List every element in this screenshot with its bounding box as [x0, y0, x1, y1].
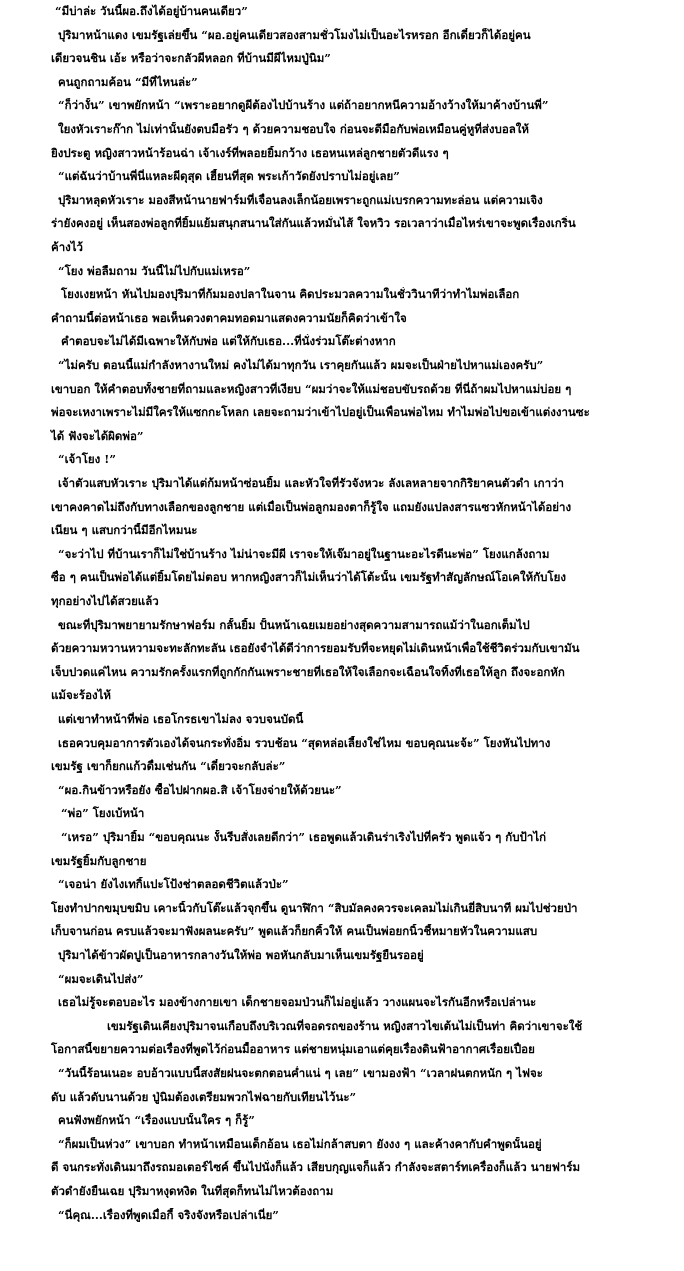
text-line: ด้วยความหวานหวามจะทะลักทะลัน เธอยังจำได้ดีว่าการยอมรับที่จะหยุดไม่เดินหน้าเพื่อใช้ชีวิตร่วมกับเขามัน [51, 641, 580, 656]
text-line: เธอไม่รู้จะตอบอะไร มองข้างกายเขา เด็กชายจอมป่วนก็ไม่อยู่แล้ว วางแผนจะไรกันอีกหรือเปล่านะ [58, 995, 537, 1010]
text-line: เจ้าตัวแสบหัวเราะ ปุริมาได้แต่ก้มหน้าซ่อนยิ้ม และหัวใจที่รัวจังหวะ ลังเลหลายจากกิริยาคนตัวดำ เกาว่า [58, 476, 564, 490]
text-line: “วันนี้ร้อนเนอะ อบอ้าวแบบนี้สงสัยฝนจะตกตอนค่ำแน่ ๆ เลย” เขามองฟ้า “เวลาฝนตกหนัก ๆ ไฟจะ [58, 1066, 543, 1080]
text-line: ตัวดำยังยืนเฉย ปุริมาหงุดหงิด ในที่สุดก็ทนไม่ไหวต้องถาม [51, 1184, 334, 1198]
text-line: เจ็บปวดแค่ไหน ความรักครั้งแรกที่ถูกกักกันเพราะชายที่เธอให้ใจเลือกจะเฉือนใจทิ้งที่เธอให้ลูก ถึงจะอกหัก [51, 664, 565, 679]
text-line: “ก็ผมเป็นห่วง” เขาบอก ทำหน้าเหมือนเด็กอ้อน เธอไม่กล้าสบตา ยังงง ๆ และค้างคากับคำพูดนั้นอยู่ [58, 1136, 542, 1151]
text-line: เดียวจนชิน เอ้ะ หรือว่าจะกลัวผีหลอก ที่บ้านมีผีไหมปู่นิม” [51, 51, 331, 66]
text-line: ซื่อ ๆ คนเป็นพ่อได้แต่ยิ้มโดยไม่ตอบ หากหญิงสาวก็ไม่เห็นว่าได้โต้ะนั้น เขมรัฐทำสัญลักษณ์โอเคให้กับโยง [51, 570, 566, 585]
text-line: ยิงประตู หญิงสาวหน้าร้อนฉ่า เจ้าเงร์ที่พลอยยิ้มกว้าง เธอหนเหล่ลูกชายตัวดีแรง ๆ [51, 145, 449, 160]
text-line: โยงทำปากขมุบขมิบ เคาะนิ้วกับโต๊ะแล้วจุกขึ้น ดูนาฬิกา “สิบมัลคงควรจะเคลมไม่เกินยี่สิบนาที ผมไปช่วยป่า [51, 900, 578, 915]
text-line: ดับ แล้วดับนานด้วย ปู่นิมต้องเตรียมพวกไฟฉายกับเทียนไว้นะ” [51, 1089, 357, 1104]
text-line: ได้ ฟังจะได้ผิดพ่อ” [51, 428, 144, 443]
text-line: คนฟังพยักหน้า “เรื่องแบบนั้นใคร ๆ ก็รู้” [58, 1113, 255, 1128]
text-line: พ่อจะเหงาเพราะไม่มีใครให้แซกกะโหลก เลยจะถามว่าเข้าไปอยู่เป็นเพื่อนพ่อไหม ทำไมพ่อไปขอเข้าแต่งงานซะ [51, 405, 590, 420]
text-line: “นี่คุณ...เรื่องที่พูดเมื่อกี้ จริงจังหรือเปล่าเนี่ย” [58, 1207, 279, 1222]
text-line: ขณะที่ปุริมาพยายามรักษาฟอร์ม กลั้นยิ้ม ปั้นหน้าเฉยเมยอย่างสุดความสามารถแม้ว่าในอกเต็มไป [58, 617, 530, 632]
text-line: “เจ้าโยง !” [58, 452, 116, 467]
text-line: เขมรัฐ เขาก็ยกแก้วดื่มเช่นกัน “เดี๋ยวจะกลับล่ะ” [51, 759, 286, 774]
text-line: “แต่ฉันว่าบ้านพี่นี่แหละผีดุสุด เฮี้ยนที่สุด พระเก้าวัดยังปราบไม่อยู่เลย” [58, 169, 400, 184]
text-line: “มีบ่าล่ะ วันนี้ผอ.ถึงได้อยู่บ้านคนเดียว” [55, 4, 248, 18]
text-line: เธอควบคุมอาการตัวเองได้จนกระทั่งอิ่ม รวบช้อน “สุดหล่อเลี้ยงใช่ไหม ขอบคุณนะจ้ะ” โยงหันไปทาง [58, 735, 551, 750]
text-line: แต่เขาทำหน้าที่พ่อ เธอโกรธเขาไม่ลง จวบจนบัดนี้ [58, 712, 304, 726]
text-line: ปุริมาได้ข้าวผัดปูเป็นอาหารกลางวันให้พ่อ พอหันกลับมาเห็นเขมรัฐยืนรออยู่ [58, 948, 424, 962]
text-line: ใยงหัวเราะก๊าก ไม่เท่านั้นยังตบมือรัว ๆ ด้วยความชอบใจ ก่อนจะดีมือกับพ่อเหมือนคู่หูที่ส่งบอลให้ [58, 122, 529, 136]
text-line: แม้จะร้องไห้ [51, 688, 111, 703]
text-line: เขมรัฐเดินเคียงปุริมาจนเกือบถึงบริเวณที่จอดรถของร้าน หญิงสาวไขเต้นไม่เป็นท่า คิดว่าเขาจะใช้ [107, 1018, 583, 1033]
text-line: เก็บจานก่อน ครบแล้วจะมาฟังผลนะครับ” พูดแล้วก็ยกคิ้วให้ คนเป็นพ่อยกนิ้วชี้หมายหัวในความแสบ [51, 924, 538, 939]
text-line: ค้างไว้ [51, 240, 84, 254]
text-line: โอกาสนี้ขยายความต่อเรื่องที่พูดไว้ก่อนมื้ออาหาร แต่ชายหนุ่มเอาแต่คุยเรื่องดินฟ้าอากาศเรื่อยเปื่อย [51, 1042, 535, 1057]
text-line: “ผอ.กินข้าวหรือยัง ซื้อไปฝากผอ.สิ เจ้าโยงจ่ายให้ด้วยนะ” [58, 782, 342, 797]
text-line: ทุกอย่างไปได้สวยแล้ว [51, 594, 159, 608]
text-line: เขมรัฐยิ้มกับลูกชาย [51, 853, 147, 868]
text-line: ดี จนกระทั่งเดินมาถึงรถมอเตอร์ไซค์ ขึ้นไปนั่งก็แล้ว เสียบกุญแจก็แล้ว กำลังจะสตาร์ทเครื่องก็แล้ว นายฟาร์ม [51, 1160, 581, 1175]
text-line: “ไม่ครับ ตอนนี้แม่กำลังหางานใหม่ คงไม่ได้มาทุกวัน เราคุยกันแล้ว ผมจะเป็นฝ่ายไปหาแม่เองครับ” [58, 358, 544, 372]
text-line: โยงเงยหน้า หันไปมองปุริมาที่ก้มมองปลาในจาน คิดประมวลความในชั่ววินาทีว่าทำไมพ่อเลือก [61, 287, 520, 302]
text-line: “ผมจะเดินไปส่ง” [58, 971, 144, 986]
text-line: เขาคงคาดไม่ถึงกับทางเลือกของลูกชาย แต่เมื่อเป็นพ่อลูกมองตาก็รู้ใจ แถมยังแปลงสารแซวหักหน้าได้อย่าง [51, 499, 572, 514]
text-line: “จะว่าไป ที่บ้านเราก็ไม่ใช่บ้านร้าง ไม่น่าจะมีผี เราจะให้เจ๊มาอยู่ในฐานะอะไรดีนะพ่อ” โยงแกล้งถาม [58, 546, 550, 561]
text-line: ปุริมาหลุดหัวเราะ มองสีหน้านายฟาร์มที่เจื่อนลงเล็กน้อยเพราะถูกแม่เบรกความทะล่อน แต่ความเจิง [58, 192, 543, 207]
text-line: คำถามนี้ต่อหน้าเธอ พอเห็นดวงตาคมทอดมาแสดงความนัยก็คิดว่าเข้าใจ [51, 310, 407, 325]
text-line: เนียน ๆ แสบกว่านี้มีอีกไหมนะ [51, 523, 198, 538]
text-line: ร่ายังคงอยู่ เห็นสองพ่อลูกที่ยิ้มแย้มสนุกสนานใส่กันแล้วหมั่นไส้ ใจหวิว รอเวลาว่าเมื่อไหร่เขาจะพูดเรื่องเกริ่น [51, 216, 576, 231]
text-line: “โยง พ่อลืมถาม วันนี้ไม่ไปกับแม่เหรอ” [58, 263, 251, 278]
text-line: “เหรอ” ปุริมายิ้ม “ขอบคุณนะ งั้นรีบสั่งเลยดีกว่า” เธอพูดแล้วเดินร่าเริงไปที่ครัว พูดแจ้ว ๆ กับป้าไก่ [61, 830, 547, 844]
text-line: เขาบอก ให้คำตอบทั้งชายที่ถามและหญิงสาวที่เงียบ “ผมว่าจะให้แม่ชอบขับรถด้วย ที่นี่ถ้าผมไปหาแม่บ่อย ๆ [51, 381, 572, 396]
text-line: “พ่อ” โยงเบ้หน้า [61, 806, 145, 821]
text-line: ปุริมาหน้าแดง เขมรัฐเล่ยขึ้น “ผอ.อยู่คนเดียวสองสามชั่วโมงไม่เป็นอะไรหรอก อีกเดี๋ยวก็ได้อยู่คน [58, 27, 531, 42]
text-line: “ก็ว่างั้น” เขาพยักหน้า “เพราะอยากดูผีต้องไปบ้านร้าง แต่ถ้าอยากหนีความอ้างว้างให้มาค้างบ้านพี่” [58, 98, 549, 113]
text-line: “เจอน่า ยังไงเทกิ้แปะโป้งช่าตลอดชีวิตแล้วป่ะ” [58, 877, 289, 892]
text-line: คนถูกถามค้อน “มีที่ไหนล่ะ” [58, 74, 198, 89]
text-line: คำตอบจะไม่ได้มีเฉพาะให้กับพ่อ แต่ให้กับเธอ...ที่นั่งร่วมโต๊ะต่างหาก [61, 334, 396, 349]
